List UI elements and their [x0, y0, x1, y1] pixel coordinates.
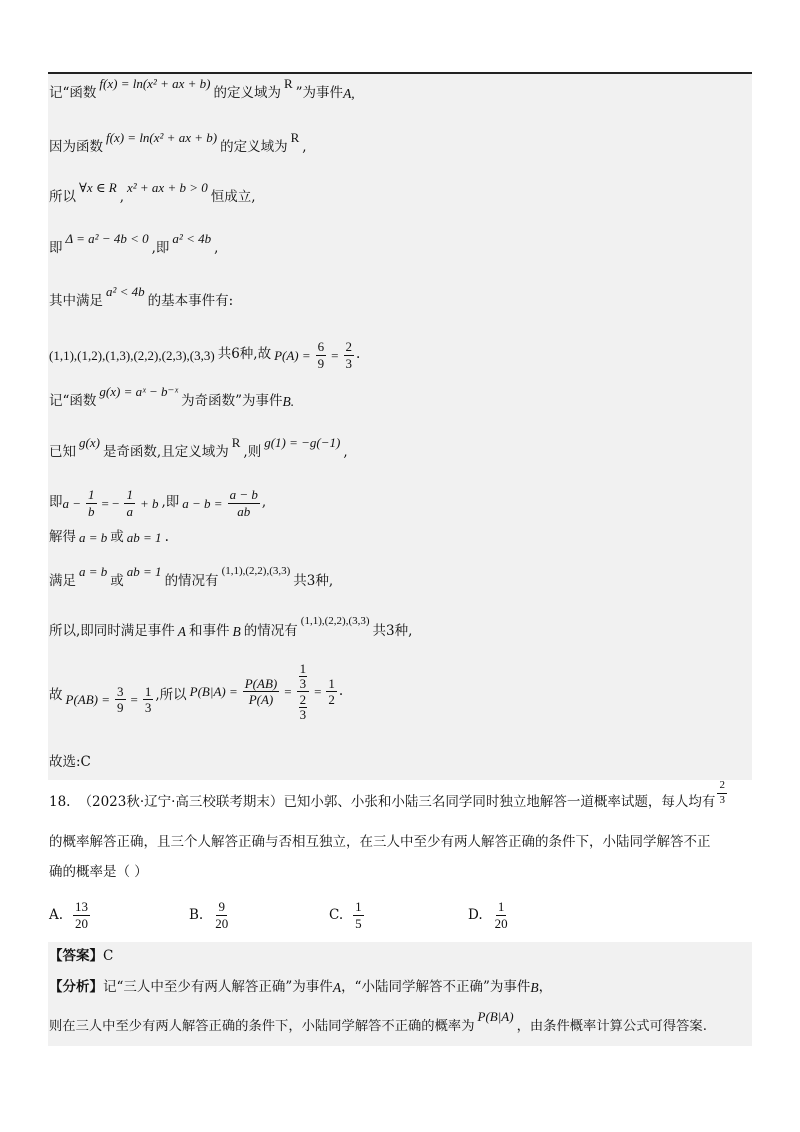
text: 满足	[49, 573, 76, 589]
text: ,即	[161, 494, 180, 511]
math-inequality: a² < 4b	[172, 231, 212, 247]
option-label: C.	[329, 907, 344, 924]
question-number: 18.	[49, 794, 71, 811]
option-d[interactable]	[468, 900, 512, 930]
solution-line-5	[49, 284, 234, 309]
den: 3	[299, 675, 307, 691]
fraction: $\frac{6}{9}$	[317, 339, 325, 371]
event-B: B.	[282, 394, 295, 409]
question-text: 的概率解答正确，且三个人解答正确与否相互独立，在三人中至少有两人解答正确的条件下，小陆同学解答不正	[49, 834, 711, 850]
text: 或	[110, 573, 124, 589]
text: .	[338, 683, 344, 700]
text: 已知	[49, 444, 76, 460]
text: .	[356, 346, 361, 363]
text: 是奇函数,且定义域为	[102, 444, 229, 460]
math-R: R	[231, 435, 241, 451]
text: 或	[110, 529, 124, 545]
fraction: $\frac{1}{3}$	[144, 683, 152, 716]
num: 2	[299, 692, 307, 708]
text: 记“函数	[49, 393, 97, 409]
math-event-list: (1,1),(1,2),(1,3),(2,2),(2,3),(3,3)	[49, 347, 215, 363]
solution-line-1	[49, 76, 355, 101]
math-equals: =	[314, 684, 322, 700]
event-A: A	[332, 980, 342, 995]
text: ,	[343, 444, 348, 460]
final-choice: 故选:C	[49, 754, 91, 770]
solution-line-11	[49, 564, 334, 589]
math-R: R	[290, 130, 300, 146]
math-equals: = −	[101, 495, 120, 511]
math-discriminant: Δ = a² − 4b < 0	[65, 231, 149, 247]
event-A: A,	[343, 86, 355, 101]
analysis-text: ，“小陆同学解答不正确”为事件	[341, 979, 531, 995]
solution-line-4	[49, 231, 219, 256]
fraction: $\frac{1}{5}$	[355, 899, 362, 931]
answer-value: C	[103, 948, 114, 964]
fraction: $\frac{9}{20}$	[215, 899, 229, 931]
solution-line-12	[49, 615, 413, 639]
solution-line-3	[49, 180, 256, 205]
math-equals: =	[284, 684, 292, 700]
text: 的情况有	[243, 623, 298, 639]
text: ,	[261, 494, 267, 511]
num: 1	[299, 661, 307, 676]
text: ,	[302, 139, 307, 155]
question-18-line-2	[49, 836, 711, 850]
solution-line-10	[49, 531, 169, 545]
fraction: $\frac{13}{20}$	[75, 899, 89, 931]
math-conditional-probability: P(B|A) =	[189, 684, 238, 700]
text: 共6种,故	[217, 346, 272, 363]
text: ,	[119, 189, 124, 205]
question-18-line-3	[49, 866, 148, 880]
question-18-line-1	[49, 779, 729, 816]
question-text: 已知小郭、小张和小陆三名同学同时独立地解答一道概率试题，每人均有	[283, 794, 716, 811]
text: 故	[49, 687, 63, 704]
text: 和事件	[189, 623, 230, 639]
fraction: $\frac{a - b}{ab}$	[229, 487, 258, 519]
math-R: R	[283, 76, 293, 92]
math: a = b	[79, 564, 108, 580]
fraction: $\frac{3}{9}$	[117, 683, 124, 716]
text: 记“函数	[49, 85, 97, 101]
math-odd-condition: g(1) = −g(−1)	[264, 435, 341, 451]
event-A: A	[177, 624, 187, 639]
text: ”为事件	[295, 85, 344, 101]
math-equals: =	[130, 692, 138, 708]
fraction: $\frac{2}{3}$	[719, 779, 725, 806]
math: ab = 1	[126, 530, 162, 546]
text: 恒成立,	[210, 189, 256, 205]
event-B: B	[530, 980, 539, 995]
text: 即	[49, 240, 63, 256]
math: a = b	[79, 530, 108, 546]
solution-line-14	[49, 756, 91, 770]
analysis-text: 记“三人中至少有两人解答正确”为事件	[103, 979, 333, 995]
math-probability: P(AB) =	[65, 692, 111, 708]
solution-line-2	[49, 130, 307, 155]
solution-line-7	[49, 384, 295, 409]
math-probability: P(A) =	[274, 347, 311, 363]
math: a − b =	[182, 495, 223, 511]
text: 因为函数	[49, 139, 103, 155]
math-forall: ∀x ∈ R	[79, 180, 117, 196]
question-source: （2023秋·辽宁·高三校联考期末）	[78, 794, 284, 811]
option-label: D.	[468, 907, 483, 924]
math: + b	[139, 495, 159, 511]
text: 为奇函数”为事件	[181, 393, 283, 409]
option-label: A.	[49, 907, 64, 924]
text: 其中满足	[49, 293, 103, 309]
math-function-g: g(x)	[79, 435, 100, 451]
text: 共3种,	[293, 573, 334, 589]
question-text: 确的概率是（ ）	[49, 864, 148, 880]
text: ,	[214, 240, 219, 256]
option-b[interactable]	[189, 900, 232, 930]
option-label: B.	[189, 907, 204, 924]
text: 的情况有	[164, 573, 219, 589]
math-event-list: (1,1),(2,2),(3,3)	[221, 565, 291, 578]
math: ab = 1	[126, 564, 162, 580]
text: ,所以	[155, 687, 187, 704]
text: ,即	[151, 240, 170, 256]
solution-line-8	[49, 435, 348, 460]
answer-line	[49, 950, 113, 964]
fraction: $\frac{2}{3}$	[345, 339, 352, 371]
solution-line-13	[49, 662, 343, 722]
fraction: $\frac{1}{a}$	[126, 487, 133, 519]
fraction: $\frac{1}{2}$	[328, 675, 335, 708]
math-function-g: g(x) = aˣ − b⁻ˣ	[99, 384, 179, 400]
den: 3	[299, 706, 307, 722]
analysis-line-2	[49, 1009, 707, 1034]
compound-fraction	[297, 662, 310, 722]
option-c[interactable]	[329, 900, 366, 930]
solution-line-9	[49, 488, 266, 518]
fraction: $\frac{P(AB)}{P(A)}$	[244, 675, 278, 708]
text: 所以,即同时满足事件	[49, 623, 175, 639]
text: 共3种,	[372, 623, 413, 639]
analysis-text: ，由条件概率计算公式可得答案.	[516, 1019, 707, 1034]
event-B: B	[232, 624, 241, 639]
fraction: $\frac{1}{b}$	[88, 487, 95, 519]
math-equals: =	[331, 347, 339, 363]
math-inequality: x² + ax + b > 0	[126, 180, 208, 196]
text: 即	[49, 494, 63, 511]
solution-line-6	[49, 340, 360, 370]
analysis-tag: 【分析】	[49, 979, 103, 995]
math-conditional-probability: P(B|A)	[477, 1009, 514, 1025]
option-a[interactable]	[49, 900, 92, 930]
text: .	[164, 529, 169, 545]
analysis-text: 则在三人中至少有两人解答正确的条件下，小陆同学解答不正确的概率为	[49, 1019, 475, 1034]
answer-tag: 【答案】	[49, 948, 103, 964]
math-event-list: (1,1),(2,2),(3,3)	[300, 615, 370, 628]
text: 的定义域为	[220, 139, 288, 155]
analysis-text: ，	[538, 979, 553, 995]
analysis-line-1	[49, 981, 552, 995]
text: 所以	[49, 189, 76, 205]
math-function-f: f(x) = ln(x² + ax + b)	[106, 130, 218, 146]
text: 的基本事件有:	[147, 293, 234, 309]
fraction: $\frac{1}{20}$	[494, 899, 508, 931]
math-inequality: a² < 4b	[106, 284, 145, 300]
text: 解得	[49, 529, 76, 545]
math-function-f: f(x) = ln(x² + ax + b)	[99, 76, 211, 92]
math: a −	[62, 495, 82, 511]
text: ,则	[243, 444, 262, 460]
text: 的定义域为	[213, 85, 281, 101]
